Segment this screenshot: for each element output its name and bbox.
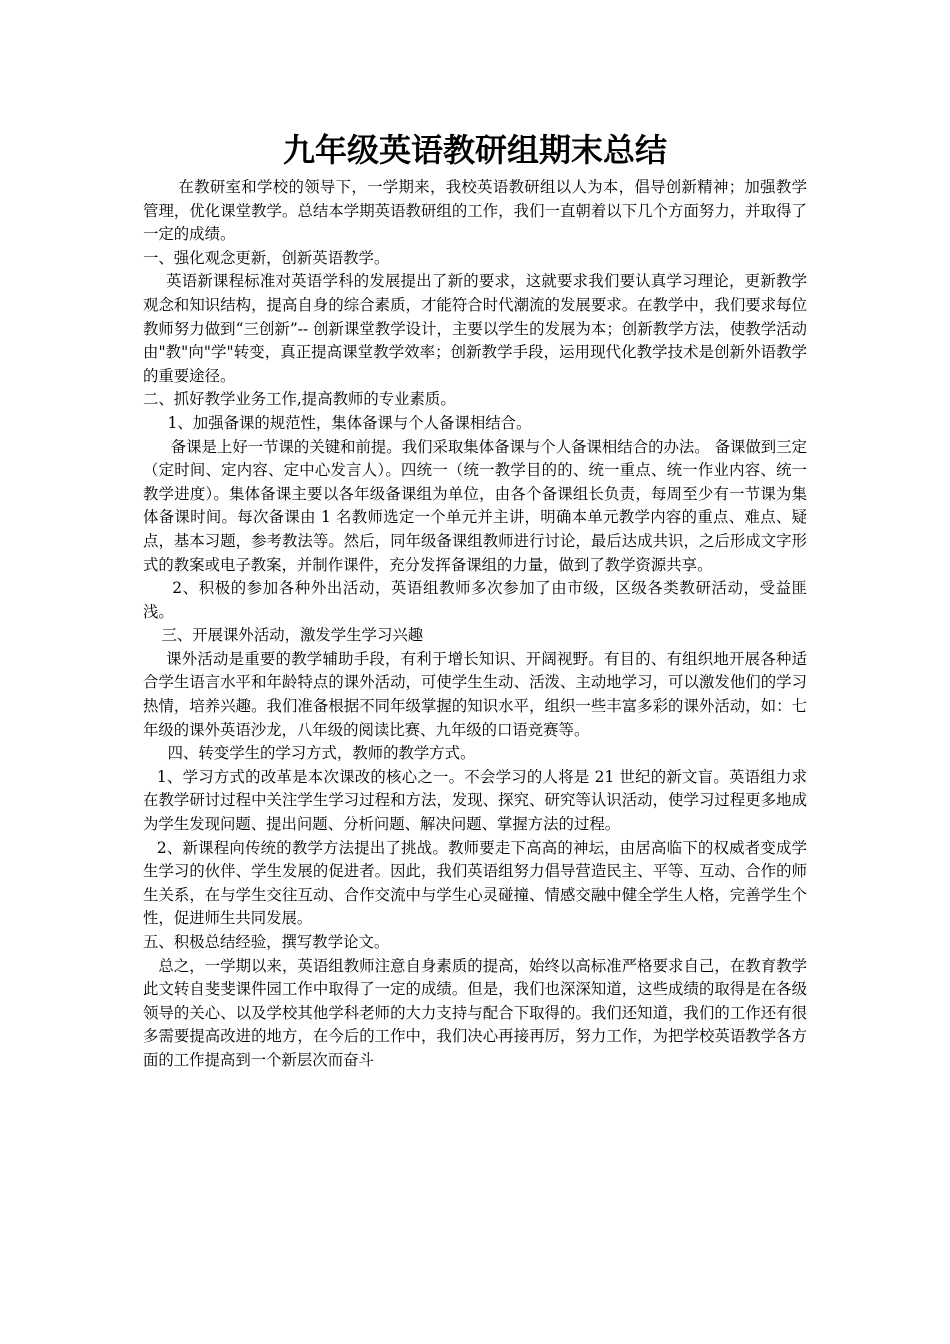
section-3-paragraph: 课外活动是重要的教学辅助手段，有利于增长知识、开阔视野。有目的、有组织地开展各种适合学生语言水平和年龄特点的课外活动，可使学生生动、活泼、主动地学习，可以激发他们的学习热情，培养兴趣。我们准备根据不同年级掌握的知识水平，组织一些丰富多彩的课外活动，如：七年级的课外英语沙龙，八年级的阅读比赛、九年级的口语竞赛等。 xyxy=(143,649,807,739)
section-4-heading: 四、转变学生的学习方式，教师的教学方式。 xyxy=(167,744,476,763)
section-2-heading: 二、抓好教学业务工作,提高教师的专业素质。 xyxy=(143,390,456,409)
document-body xyxy=(143,176,807,1073)
section-2-subheading-2: 2、积极的参加各种外出活动，英语组教师多次参加了由市级，区级各类教研活动，受益匪浅。 xyxy=(143,579,807,621)
section-1-heading: 一、强化观念更新，创新英语教学。 xyxy=(143,248,390,267)
document-title: 九年级英语教研组期末总结 xyxy=(282,131,667,169)
section-4-item-2: 2、新课程向传统的教学方法提出了挑战。教师要走下高高的神坛，由居高临下的权威者变成学生学习的伙伴、学生发展的促进者。因此，我们英语组努力倡导营造民主、平等、互动、合作的师生关系，在与学生交往互动、合作交流中与学生心灵碰撞、情感交融中健全学生人格，完善学生个性，促进师生共同发展。 xyxy=(143,838,807,928)
conclusion-paragraph: 总之，一学期以来，英语组教师注意自身素质的提高，始终以高标准严格要求自己，在教育教学此文转自斐斐课件园工作中取得了一定的成绩。但是，我们也深深知道，这些成绩的取得是在各级领导的关心、以及学校其他学科老师的大力支持与配合下取得的。我们还知道，我们的工作还有很多需要提高改进的地方，在今后的工作中，我们决心再接再厉，努力工作，为把学校英语教学各方面的工作提高到一个新层次而奋斗 xyxy=(143,956,807,1069)
section-1-paragraph: 英语新课程标准对英语学科的发展提出了新的要求，这就要求我们要认真学习理论，更新教学观念和知识结构，提高自身的综合素质，才能符合时代潮流的发展要求。在教学中，我们要求每位教师努力做到“三创新”-- 创新课堂教学设计，主要以学生的发展为本；创新教学方法，使教学活动由"教"向"学"转变，真正提高课堂教学效率；创新教学手段，运用现代化教学技术是创新外语教学的重要途径。 xyxy=(143,272,807,385)
section-2-paragraph-1: 备课是上好一节课的关键和前提。我们采取集体备课与个人备课相结合的办法。 备课做到三定（定时间、定内容、定中心发言人）。四统一（统一教学目的的、统一重点、统一作业内容、统一教学进度）。集体备课主要以各年级备课组为单位，由各个备课组长负责，每周至少有一节课为集体备课时间。每次备课由 1 名教师选定一个单元并主讲，明确本单元教学内容的重点、难点、疑点，基本习题，参考教法等。然后，同年级备课组教师进行讨论，最后达成共识，之后形成文字形式的教案或电子教案，并制作课件，充分发挥备课组的力量，做到了教学资源共享。 xyxy=(143,437,807,574)
section-4-item-1: 1、学习方式的改革是本次课改的核心之一。不会学习的人将是 21 世纪的新文盲。英语组力求在教学研讨过程中关注学生学习过程和方法，发现、探究、研究等认识活动，使学习过程更多地成为学生发现问题、提出问题、分析问题、解决问题、掌握方法的过程。 xyxy=(143,767,807,834)
intro-paragraph: 在教研室和学校的领导下，一学期来，我校英语教研组以人为本，倡导创新精神；加强教学管理，优化课堂教学。总结本学期英语教研组的工作，我们一直朝着以下几个方面努力，并取得了一定的成绩。 xyxy=(143,178,807,244)
section-5-heading: 五、积极总结经验，撰写教学论文。 xyxy=(143,933,390,951)
section-3-heading: 三、开展课外活动，激发学生学习兴趣 xyxy=(161,626,424,645)
section-2-subheading-1: 1、加强备课的规范性，集体备课与个人备课相结合。 xyxy=(167,413,532,432)
